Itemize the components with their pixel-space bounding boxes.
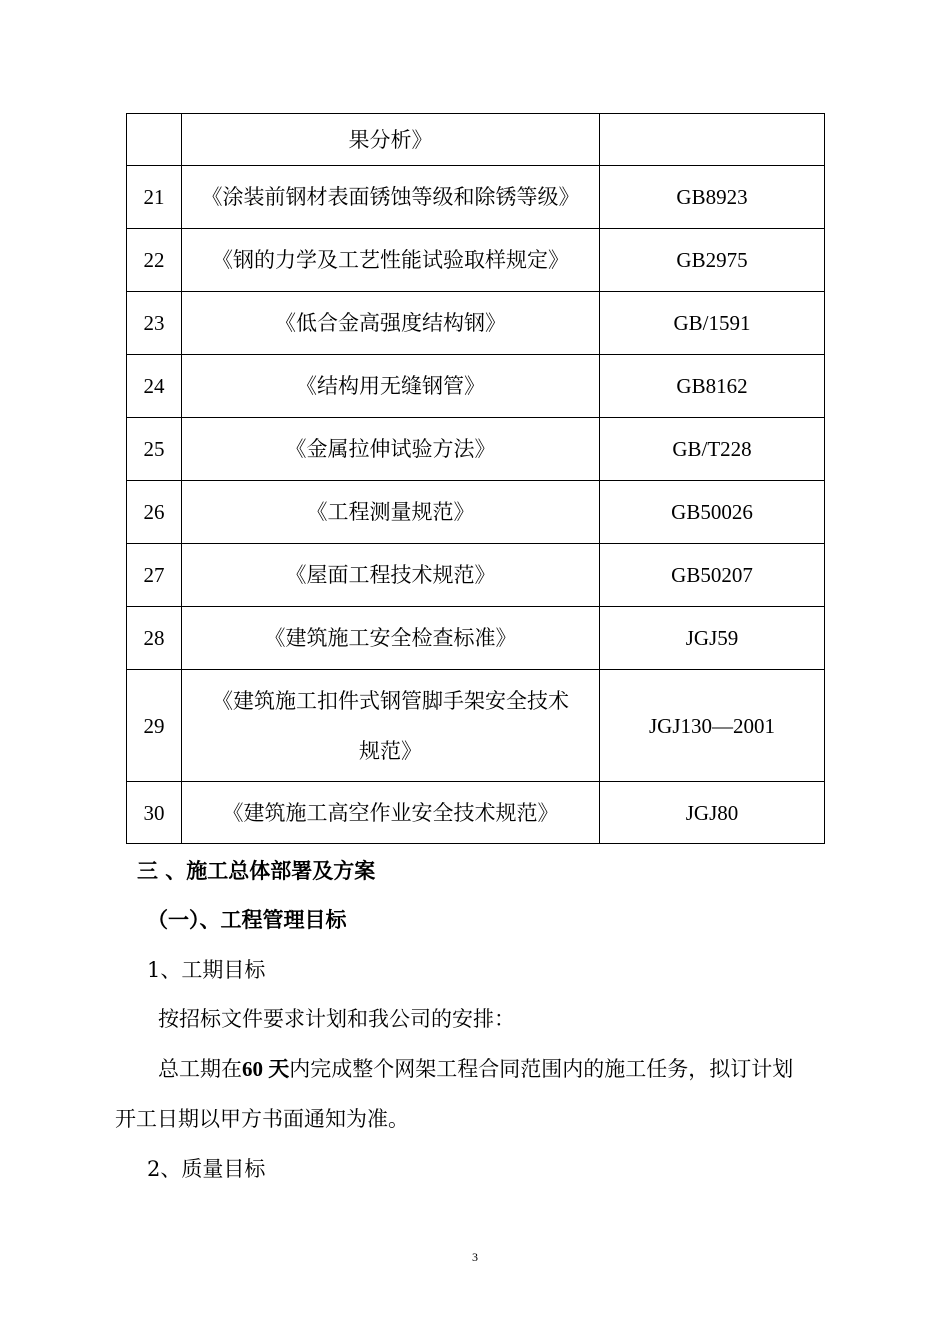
paragraph: 按招标文件要求计划和我公司的安排： <box>158 1007 515 1031</box>
standard-code: GB2975 <box>600 229 825 292</box>
standard-name: 《金属拉伸试验方法》 <box>182 418 600 481</box>
standard-name: 《屋面工程技术规范》 <box>182 544 600 607</box>
table-row <box>127 481 825 544</box>
table-row <box>127 418 825 481</box>
quality-goal-heading: 2、质量目标 <box>147 1157 266 1181</box>
standard-code: GB/1591 <box>600 292 825 355</box>
standard-name: 《建筑施工高空作业安全技术规范》 <box>182 782 600 844</box>
table-row <box>127 292 825 355</box>
row-number: 29 <box>127 670 182 782</box>
standard-code: JGJ130—2001 <box>600 670 825 782</box>
row-number: 21 <box>127 166 182 229</box>
table-row <box>127 229 825 292</box>
standards-table <box>126 113 825 844</box>
standard-code: GB50207 <box>600 544 825 607</box>
row-number: 26 <box>127 481 182 544</box>
standard-code: JGJ59 <box>600 607 825 670</box>
table-row <box>127 544 825 607</box>
row-number: 30 <box>127 782 182 844</box>
standard-name: 《工程测量规范》 <box>182 481 600 544</box>
table-row <box>127 114 825 166</box>
duration-value: 60 天 <box>242 1057 290 1081</box>
standard-name: 《钢的力学及工艺性能试验取样规定》 <box>182 229 600 292</box>
standard-code: GB8923 <box>600 166 825 229</box>
standard-name: 《低合金高强度结构钢》 <box>182 292 600 355</box>
standard-code: JGJ80 <box>600 782 825 844</box>
schedule-goal-heading: 1、工期目标 <box>147 958 266 982</box>
standard-name: 果分析》 <box>182 114 600 166</box>
standard-name <box>182 670 600 782</box>
table-row <box>127 607 825 670</box>
standard-code: GB50026 <box>600 481 825 544</box>
subsection-heading: （一）、工程管理目标 <box>147 907 347 932</box>
row-number: 28 <box>127 607 182 670</box>
row-number: 24 <box>127 355 182 418</box>
standard-code: GB8162 <box>600 355 825 418</box>
standard-name-line: 《建筑施工扣件式钢管脚手架安全技术 <box>212 688 569 713</box>
paragraph <box>158 1055 793 1083</box>
standard-code: GB/T228 <box>600 418 825 481</box>
paragraph-text: 总工期在 <box>158 1057 242 1081</box>
row-number: 25 <box>127 418 182 481</box>
table-row <box>127 670 825 782</box>
table-row <box>127 782 825 844</box>
standard-name: 《建筑施工安全检查标准》 <box>182 607 600 670</box>
row-number: 27 <box>127 544 182 607</box>
standard-name: 《涂装前钢材表面锈蚀等级和除锈等级》 <box>182 166 600 229</box>
standard-name-line: 规范》 <box>359 738 422 763</box>
table-row <box>127 355 825 418</box>
paragraph-text: 内完成整个网架工程合同范围内的施工任务，拟订计划 <box>289 1057 794 1081</box>
row-number: 23 <box>127 292 182 355</box>
standard-name: 《结构用无缝钢管》 <box>182 355 600 418</box>
paragraph-continuation: 开工日期以甲方书面通知为准。 <box>115 1107 409 1131</box>
row-number <box>127 114 182 166</box>
standard-code <box>600 114 825 166</box>
page-number: 3 <box>472 1250 478 1264</box>
row-number: 22 <box>127 229 182 292</box>
section-heading: 三 、施工总体部署及方案 <box>137 858 376 883</box>
table-row <box>127 166 825 229</box>
